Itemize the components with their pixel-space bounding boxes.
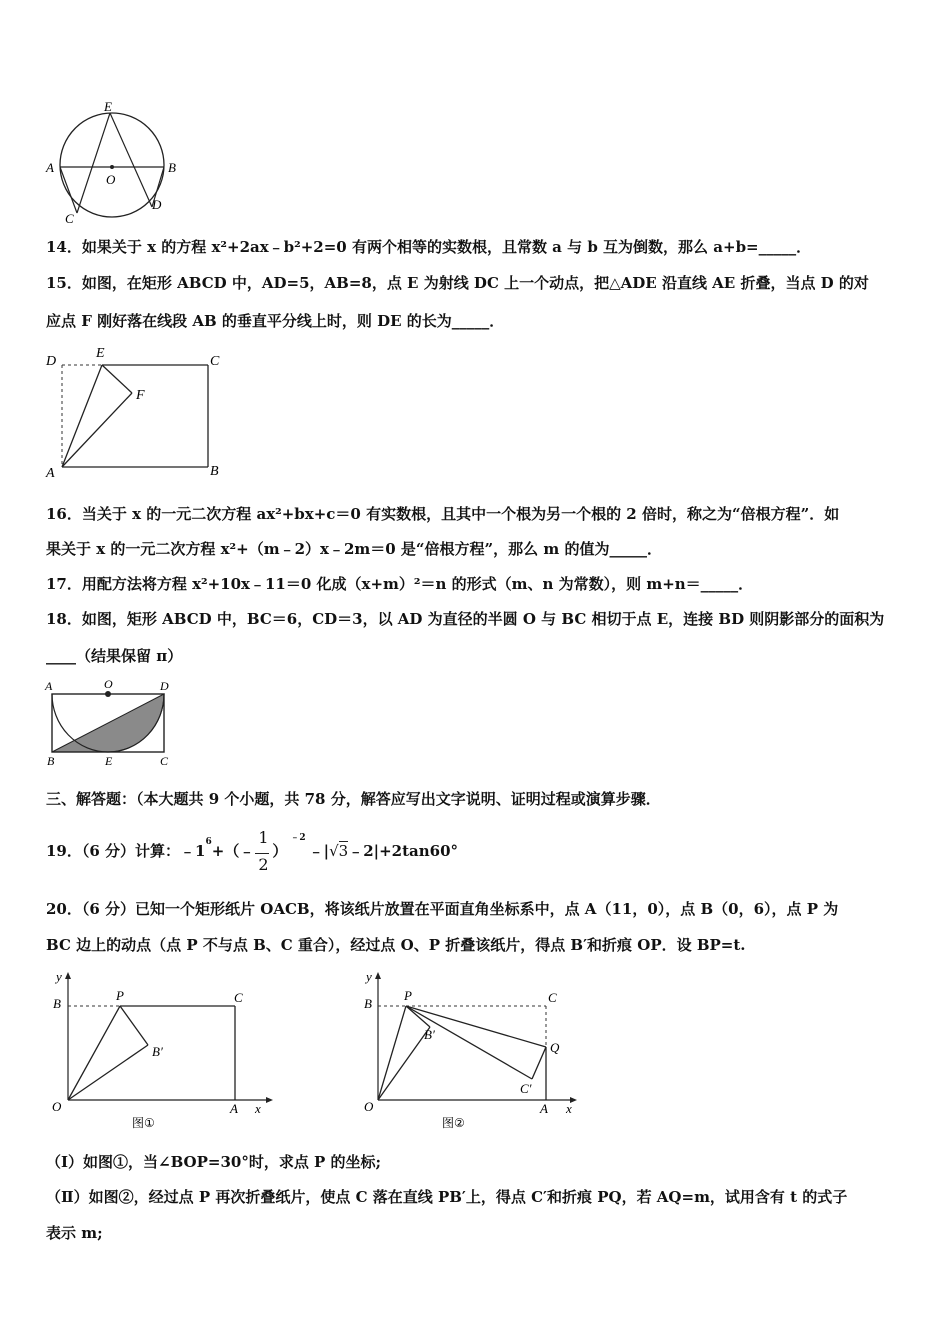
question-14: 14．如果关于 x 的方程 x²+2ax﹣b²+2=0 有两个相等的实数根，且常数 a 与 b 互为倒数，那么 a+b=_____． bbox=[46, 238, 812, 256]
label-y: y bbox=[366, 969, 372, 984]
label-C: C bbox=[65, 211, 74, 225]
label-C: C bbox=[210, 354, 220, 369]
caption-figure-1: 图① bbox=[132, 1116, 155, 1130]
label-E: E bbox=[104, 99, 112, 114]
label-D: D bbox=[152, 197, 162, 212]
circle-figure bbox=[40, 95, 190, 225]
label-A: A bbox=[230, 1101, 238, 1116]
label-y: y bbox=[56, 969, 62, 984]
label-B: B bbox=[168, 160, 176, 175]
label-A: A bbox=[540, 1101, 548, 1116]
label-P: P bbox=[116, 988, 124, 1003]
label-D: D bbox=[160, 679, 169, 693]
label-O: O bbox=[106, 172, 116, 187]
question-16-line2: 果关于 x 的一元二次方程 x²+（m﹣2）x﹣2m＝0 是“倍根方程”，那么 m 的值为_____． bbox=[46, 540, 662, 558]
label-B: B bbox=[364, 996, 372, 1011]
question-20-line1: 20．（6 分）已知一个矩形纸片 OACB，将该纸片放置在平面直角坐标系中，点 A（11，0），点 B（0，6），点 P 为 bbox=[46, 900, 839, 918]
semicircle-shaded-figure bbox=[40, 676, 190, 771]
label-C: C bbox=[548, 990, 557, 1005]
question-19: 19．（6 分）计算：$﹣1^6+(﹣$ $\frac{1}{2}$ ）$^{﹣2}$﹣|√3﹣2|+2tan60° bbox=[46, 828, 459, 874]
label-O: O bbox=[364, 1099, 374, 1114]
label-C: C bbox=[234, 990, 243, 1005]
label-C: C bbox=[160, 754, 169, 768]
section-3-heading: 三、解答题：（本大题共 9 个小题，共 78 分，解答应写出文字说明、证明过程或演算步骤． bbox=[46, 790, 661, 808]
question-15-line1: 15．如图，在矩形 ABCD 中，AD=5，AB=8，点 E 为射线 DC 上一个动点，把△ADE 沿直线 AE 折叠，当点 D 的对 bbox=[46, 274, 869, 292]
label-B: B bbox=[210, 464, 219, 479]
coordinate-figure-2 bbox=[350, 965, 590, 1135]
label-A: A bbox=[46, 466, 55, 481]
label-E: E bbox=[105, 754, 113, 768]
question-16-line1: 16．当关于 x 的一元二次方程 ax²+bx+c＝0 有实数根，且其中一个根为另一个根的 2 倍时，称之为“倍根方程”．如 bbox=[46, 505, 840, 523]
question-20-part-2-line2: 表示 m; bbox=[46, 1224, 103, 1242]
question-20-part-1: （Ⅰ）如图①，当∠BOP=30°时，求点 P 的坐标; bbox=[46, 1153, 382, 1171]
rectangle-fold-figure bbox=[40, 345, 240, 485]
label-A: A bbox=[45, 679, 53, 693]
label-B-prime: B′ bbox=[152, 1044, 163, 1059]
caption-figure-2: 图② bbox=[442, 1116, 465, 1130]
label-C-prime: C′ bbox=[520, 1081, 532, 1096]
question-18-line2: ____（结果保留 π） bbox=[46, 647, 183, 665]
label-Q: Q bbox=[550, 1040, 560, 1055]
question-17: 17．用配方法将方程 x²+10x﹣11＝0 化成（x+m）²＝n 的形式（m、n 为常数），则 m+n＝_____． bbox=[46, 575, 754, 593]
label-F: F bbox=[136, 388, 145, 403]
question-18-line1: 18．如图，矩形 ABCD 中，BC＝6，CD＝3，以 AD 为直径的半圆 O 与 BC 相切于点 E，连接 BD 则阴影部分的面积为 bbox=[46, 610, 885, 628]
question-20-line2: BC 边上的动点（点 P 不与点 B、C 重合），经过点 O、P 折叠该纸片，得点 B′和折痕 OP．设 BP=t. bbox=[46, 936, 746, 954]
question-15-line2: 应点 F 刚好落在线段 AB 的垂直平分线上时，则 DE 的长为_____． bbox=[46, 312, 505, 330]
label-D: D bbox=[46, 354, 57, 369]
label-P: P bbox=[404, 988, 412, 1003]
question-20-part-2-line1: （Ⅱ）如图②，经过点 P 再次折叠纸片，使点 C 落在直线 PB′上，得点 C′和折痕 PQ，若 AQ=m，试用含有 t 的式子 bbox=[46, 1188, 848, 1206]
label-x: x bbox=[566, 1101, 572, 1116]
label-O: O bbox=[104, 677, 113, 691]
label-x: x bbox=[255, 1101, 261, 1116]
label-B-prime: B′ bbox=[424, 1027, 435, 1042]
label-B: B bbox=[47, 754, 55, 768]
label-B: B bbox=[53, 996, 61, 1011]
label-E: E bbox=[96, 346, 105, 361]
label-O: O bbox=[52, 1099, 62, 1114]
label-A: A bbox=[46, 160, 54, 175]
coordinate-figure-1 bbox=[40, 965, 280, 1135]
